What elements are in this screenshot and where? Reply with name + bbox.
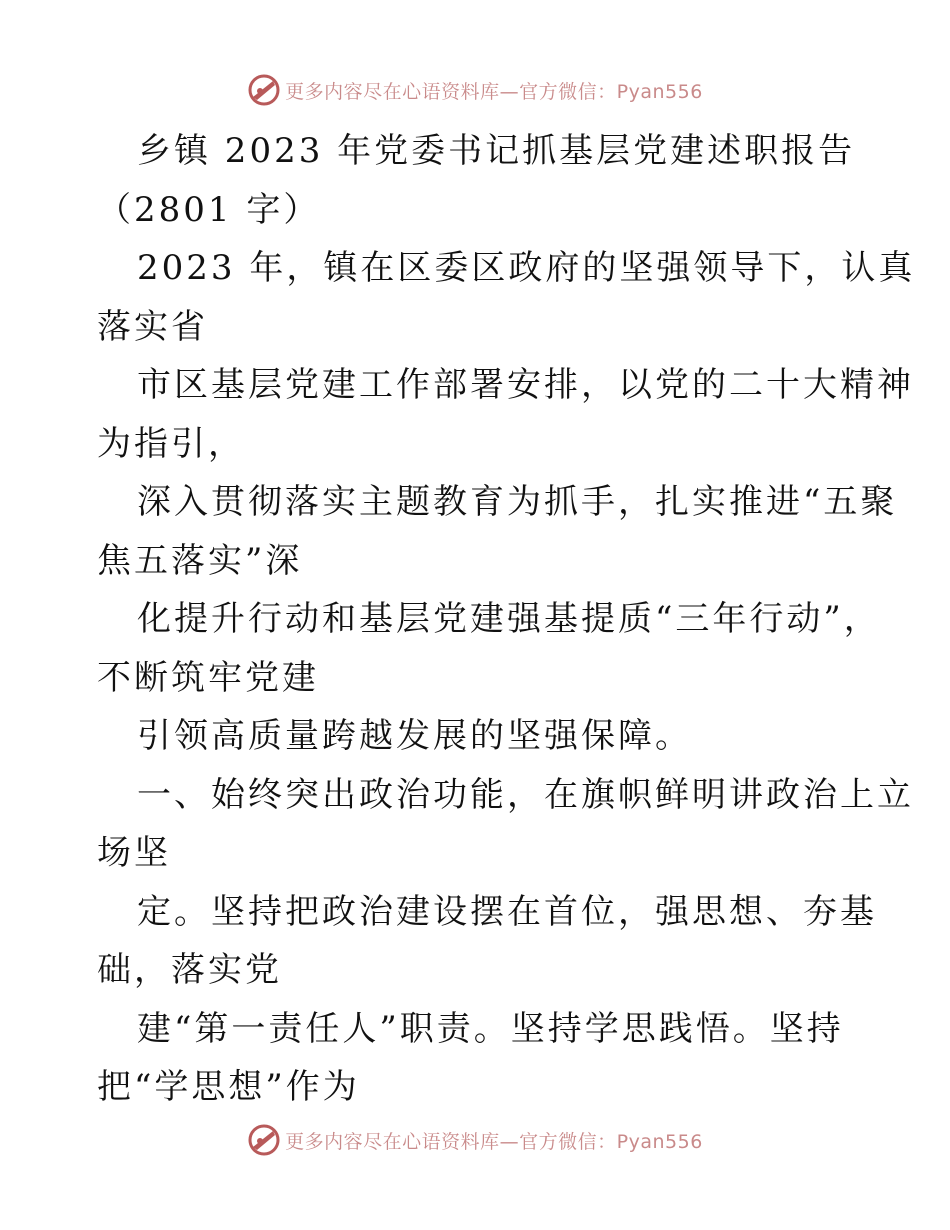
watermark-text: 更多内容尽在心语资料库—官方微信：Pyan556: [285, 1130, 703, 1153]
watermark-text: 更多内容尽在心语资料库—官方微信：Pyan556: [285, 80, 703, 103]
text-line: 落实省: [97, 306, 208, 347]
text-line: 定。坚持把政治建设摆在首位，强思想、夯基: [137, 891, 877, 932]
seal-logo-icon: [247, 1123, 281, 1157]
document-body: [97, 122, 916, 1117]
text-line: 为指引，: [97, 423, 245, 464]
text-line: 础，落实党: [97, 950, 282, 990]
text-line: 深入贯彻落实主题教育为抓手，扎实推进“五聚: [137, 482, 898, 522]
text-line: 乡镇 2023 年党委书记抓基层党建述职报告: [137, 131, 856, 171]
text-line: 引领高质量跨越发展的坚强保障。: [137, 716, 692, 756]
text-line: 一、始终突出政治功能，在旗帜鲜明讲政治上立: [137, 774, 914, 815]
text-line: （2801 字）: [97, 189, 321, 230]
footer-watermark: [0, 1120, 950, 1160]
text-line: 建“第一责任人”职责。坚持学思践悟。坚持: [137, 1008, 844, 1049]
seal-logo-icon: [247, 73, 281, 107]
text-line: 场坚: [97, 833, 171, 873]
text-line: 市区基层党建工作部署安排，以党的二十大精神: [137, 365, 914, 405]
header-watermark: [0, 70, 950, 110]
text-line: 不断筑牢党建: [97, 657, 319, 698]
text-line: 把“学思想”作为: [97, 1067, 360, 1107]
text-line: 2023 年，镇在区委区政府的坚强领导下，认真: [137, 248, 916, 288]
text-line: 焦五落实”深: [97, 540, 303, 581]
text-line: 化提升行动和基层党建强基提质“三年行动”，: [137, 599, 881, 639]
